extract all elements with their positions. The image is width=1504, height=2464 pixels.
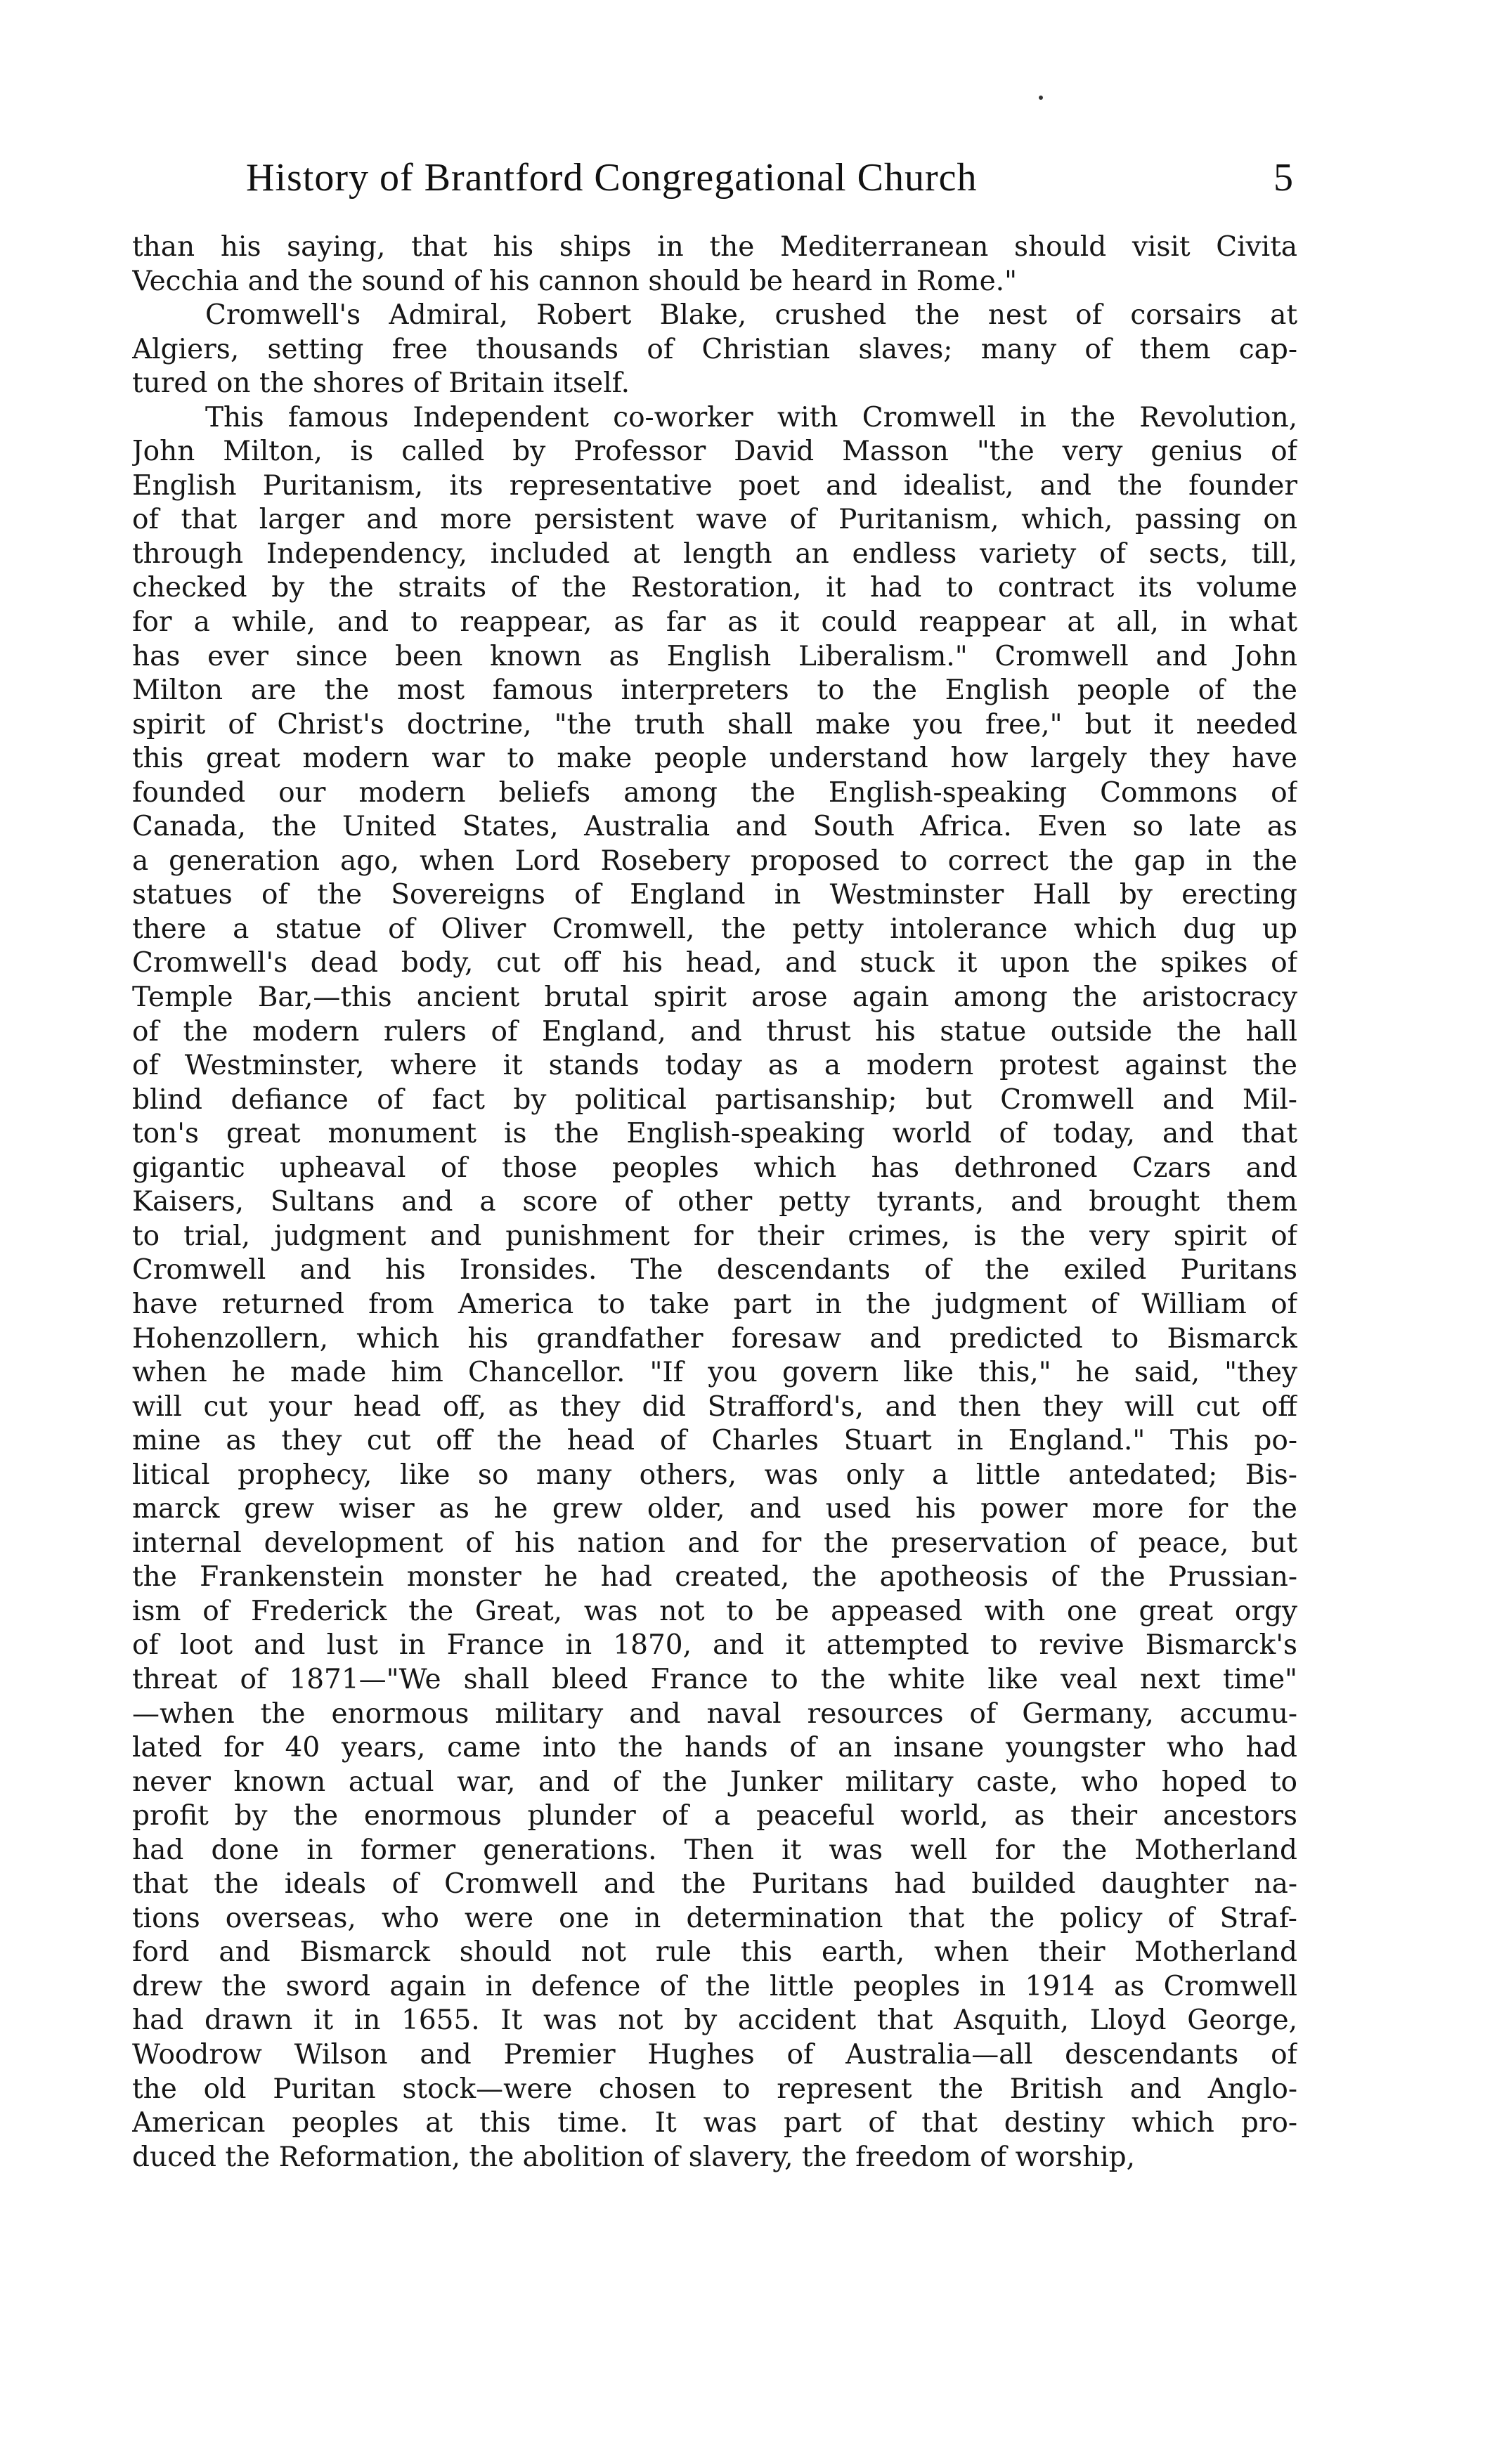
text-line: Kaisers, Sultans and a score of other petty tyrants, and brought them bbox=[132, 1186, 1297, 1218]
text-line: gigantic upheaval of those peoples which has dethroned Czars and bbox=[132, 1152, 1297, 1184]
text-line: John Milton, is called by Professor David Masson "the very genius of bbox=[132, 436, 1297, 468]
body-text bbox=[132, 230, 1297, 2175]
text-line: ism of Frederick the Great, was not to be appeased with one great orgy bbox=[132, 1595, 1297, 1627]
text-line: when he made him Chancellor. "If you govern like this," he said, "they bbox=[132, 1357, 1297, 1389]
text-line: of loot and lust in France in 1870, and it attempted to revive Bismarck's bbox=[132, 1629, 1297, 1662]
text-line: statues of the Sovereigns of England in Westminster Hall by erecting bbox=[132, 879, 1297, 911]
text-line: the old Puritan stock—were chosen to represent the British and Anglo- bbox=[132, 2073, 1297, 2105]
text-line: Cromwell's dead body, cut off his head, and stuck it upon the spikes of bbox=[132, 947, 1297, 979]
text-line: Temple Bar,—this ancient brutal spirit arose again among the aristocracy bbox=[132, 982, 1297, 1014]
text-line: had drawn it in 1655. It was not by accident that Asquith, Lloyd George, bbox=[132, 2005, 1297, 2037]
text-line: mine as they cut off the head of Charles Stuart in England." This po- bbox=[132, 1425, 1297, 1457]
text-line: Cromwell and his Ironsides. The descendants of the exiled Puritans bbox=[132, 1254, 1297, 1286]
text-line: will cut your head off, as they did Strafford's, and then they will cut off bbox=[132, 1390, 1297, 1423]
paragraph bbox=[132, 299, 1297, 401]
text-line: had done in former generations. Then it was well for the Motherland bbox=[132, 1834, 1297, 1866]
text-line: founded our modern beliefs among the English-speaking Commons of bbox=[132, 776, 1297, 809]
text-line: never known actual war, and of the Junker military caste, who hoped to bbox=[132, 1766, 1297, 1798]
text-line: has ever since been known as English Liberalism." Cromwell and John bbox=[132, 640, 1297, 672]
text-line: litical prophecy, like so many others, was only a little antedated; Bis- bbox=[132, 1459, 1297, 1491]
text-line: American peoples at this time. It was part of that destiny which pro- bbox=[132, 2107, 1297, 2139]
text-line: English Puritanism, its representative poet and idealist, and the founder bbox=[132, 469, 1297, 502]
text-line: tions overseas, who were one in determination that the policy of Straf- bbox=[132, 1902, 1297, 1934]
text-line: of that larger and more persistent wave of Puritanism, which, passing on bbox=[132, 504, 1297, 536]
page-number: 5 bbox=[1273, 156, 1293, 200]
text-line: Woodrow Wilson and Premier Hughes of Australia—all descendants of bbox=[132, 2038, 1297, 2071]
text-line: internal development of his nation and for the preservation of peace, but bbox=[132, 1527, 1297, 1559]
running-title: History of Brantford Congregational Church bbox=[246, 156, 978, 200]
text-line: lated for 40 years, came into the hands of an insane youngster who had bbox=[132, 1732, 1297, 1764]
text-line: for a while, and to reappear, as far as it could reappear at all, in what bbox=[132, 606, 1297, 639]
text-line: than his saying, that his ships in the Mediterranean should visit Civita bbox=[132, 231, 1297, 263]
text-line: Canada, the United States, Australia and South Africa. Even so late as bbox=[132, 811, 1297, 843]
text-line: that the ideals of Cromwell and the Puritans had builded daughter na- bbox=[132, 1868, 1297, 1901]
text-line: to trial, judgment and punishment for their crimes, is the very spirit of bbox=[132, 1220, 1297, 1252]
text-line: spirit of Christ's doctrine, "the truth shall make you free," but it needed bbox=[132, 708, 1297, 741]
text-line: —when the enormous military and naval resources of Germany, accumu- bbox=[132, 1697, 1297, 1730]
text-line: have returned from America to take part in the judgment of William of bbox=[132, 1288, 1297, 1320]
print-speck bbox=[1039, 96, 1043, 100]
text-line: Hohenzollern, which his grandfather foresaw and predicted to Bismarck bbox=[132, 1322, 1297, 1355]
text-line: profit by the enormous plunder of a peaceful world, as their ancestors bbox=[132, 1800, 1297, 1832]
text-line: tured on the shores of Britain itself. bbox=[132, 367, 630, 400]
text-line: this great modern war to make people understand how largely they have bbox=[132, 743, 1297, 775]
text-line: blind defiance of fact by political partisanship; but Cromwell and Mil- bbox=[132, 1083, 1297, 1116]
text-line: Algiers, setting free thousands of Christian slaves; many of them cap- bbox=[132, 333, 1297, 365]
page-header bbox=[246, 153, 1293, 216]
text-line: This famous Independent co-worker with Cromwell in the Revolution, bbox=[205, 401, 1297, 434]
text-line: ford and Bismarck should not rule this earth, when their Motherland bbox=[132, 1936, 1297, 1969]
text-line: through Independency, included at length an endless variety of sects, till, bbox=[132, 537, 1297, 570]
text-line: Cromwell's Admiral, Robert Blake, crushed the nest of corsairs at bbox=[205, 299, 1297, 332]
text-line: ton's great monument is the English-speaking world of today, and that bbox=[132, 1118, 1297, 1150]
text-line: duced the Reformation, the abolition of slavery, the freedom of worship, bbox=[132, 2141, 1136, 2173]
text-line: threat of 1871—"We shall bleed France to the white like veal next time" bbox=[132, 1663, 1297, 1695]
paragraph bbox=[132, 230, 1297, 299]
text-line: there a statue of Oliver Cromwell, the petty intolerance which dug up bbox=[132, 913, 1297, 945]
text-line: marck grew wiser as he grew older, and used his power more for the bbox=[132, 1493, 1297, 1525]
text-line: of the modern rulers of England, and thrust his statue outside the hall bbox=[132, 1015, 1297, 1048]
text-line: a generation ago, when Lord Rosebery proposed to correct the gap in the bbox=[132, 845, 1297, 877]
text-line: of Westminster, where it stands today as a modern protest against the bbox=[132, 1050, 1297, 1082]
text-line: checked by the straits of the Restoration, it had to contract its volume bbox=[132, 572, 1297, 604]
paragraph bbox=[132, 401, 1297, 2175]
text-line: the Frankenstein monster he had created, the apotheosis of the Prussian- bbox=[132, 1561, 1297, 1593]
text-line: Vecchia and the sound of his cannon should be heard in Rome." bbox=[132, 265, 1018, 297]
text-line: Milton are the most famous interpreters to the English people of the bbox=[132, 674, 1297, 707]
text-line: drew the sword again in defence of the little peoples in 1914 as Cromwell bbox=[132, 1970, 1297, 2002]
